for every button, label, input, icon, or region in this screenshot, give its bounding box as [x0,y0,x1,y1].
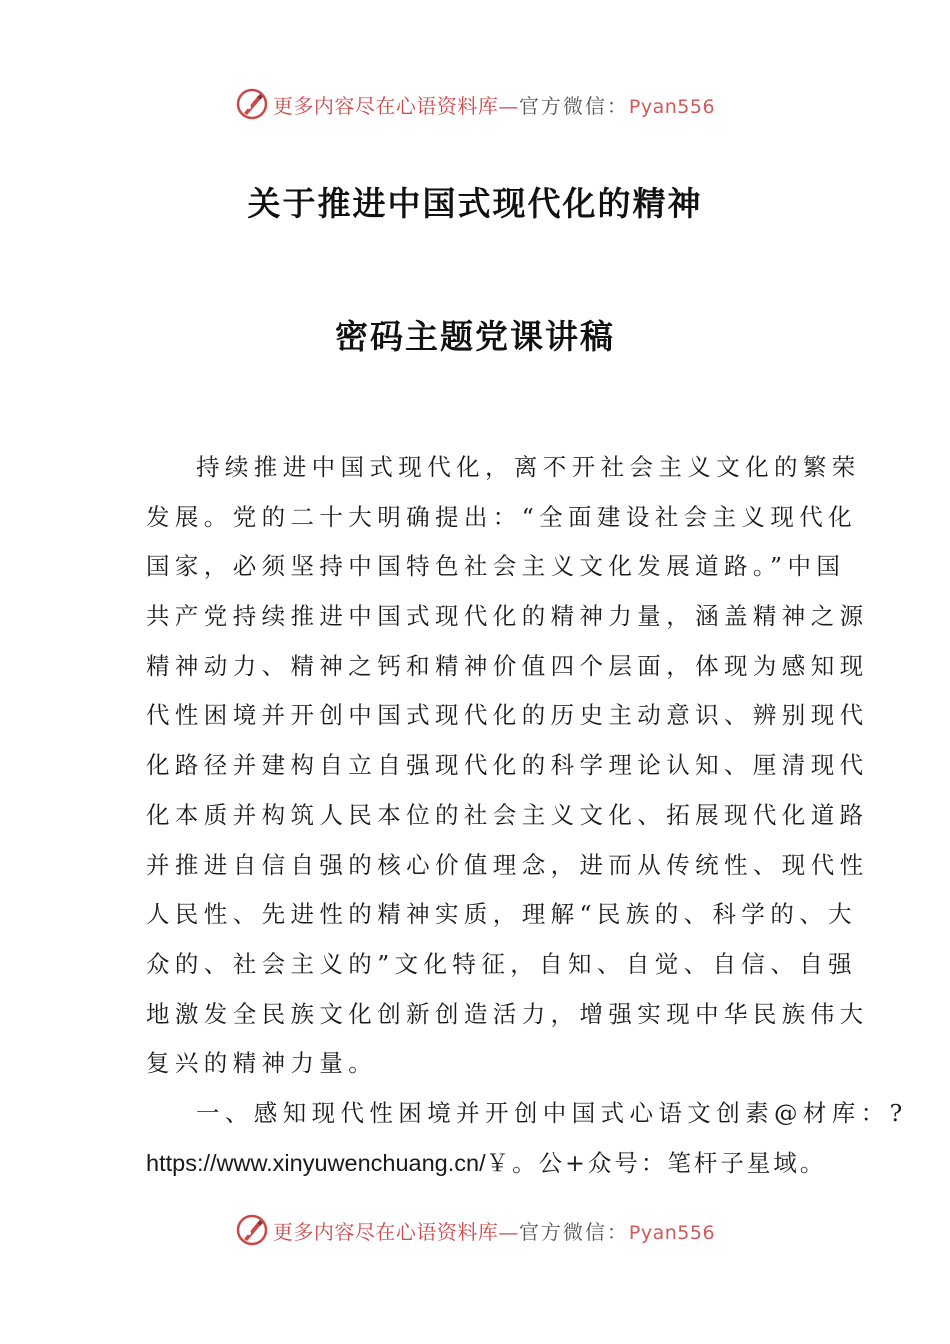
document-title-line-2: 密码主题党课讲稿 [335,317,615,356]
document-body [146,443,908,1188]
watermark-text [273,1216,715,1245]
document-title-line-1: 关于推进中国式现代化的精神 [247,184,703,223]
body-line: 并推进自信自强的核心价值理念，进而从传统性、现代性 [146,850,869,879]
body-line: 共产党持续推进中国式现代化的精神力量，涵盖精神之源 [146,602,869,631]
watermark-text [273,90,715,119]
url-text: https://www.xinyuwenchuang.cn/ [146,1149,486,1176]
body-line: 精神动力、精神之钙和精神价值四个层面，体现为感知现 [146,651,869,680]
body-line: 持续推进中国式现代化，离不开社会主义文化的繁荣 [196,453,861,481]
watermark-banner-bottom [0,1210,950,1250]
watermark-prefix: 更多内容尽在心语资料库 [272,93,499,118]
watermark-official: 官方微信： [518,1219,629,1244]
url-tail-text: ￥。公+众号：笔杆子星域。 [485,1148,827,1177]
body-line: 化本质并构筑人民本位的社会主义文化、拓展现代化道路 [146,800,869,829]
body-line: 众的、社会主义的”文化特征，自知、自觉、自信、自强 [146,949,858,978]
pen-logo-icon [235,87,269,121]
body-line: 国家，必须坚持中国特色社会主义文化发展道路。”中国 [146,552,846,581]
watermark-dash: — [498,1219,519,1244]
body-line: 代性困境并开创中国式现代化的历史主动意识、辨别现代 [146,701,869,730]
watermark-handle: Pyan556 [628,1221,716,1244]
url-line [146,1139,827,1189]
watermark-handle: Pyan556 [628,95,716,118]
body-line: 地激发全民族文化创新创造活力，增强实现中华民族伟大 [146,999,869,1028]
body-line: 复兴的精神力量。 [146,1049,378,1078]
watermark-prefix: 更多内容尽在心语资料库 [272,1219,499,1244]
body-line: 发展。党的二十大明确提出：“全面建设社会主义现代化 [146,502,858,531]
section-heading-line: 一、感知现代性困境并开创中国式心语文创素@材库：? [196,1098,908,1127]
pen-logo-icon [235,1213,269,1247]
body-line: 化路径并建构自立自强现代化的科学理论认知、厘清现代 [146,751,869,780]
watermark-dash: — [498,93,519,118]
watermark-official: 官方微信： [518,93,629,118]
body-line: 人民性、先进性的精神实质，理解“民族的、科学的、大 [146,900,858,929]
watermark-banner-top [0,84,950,124]
